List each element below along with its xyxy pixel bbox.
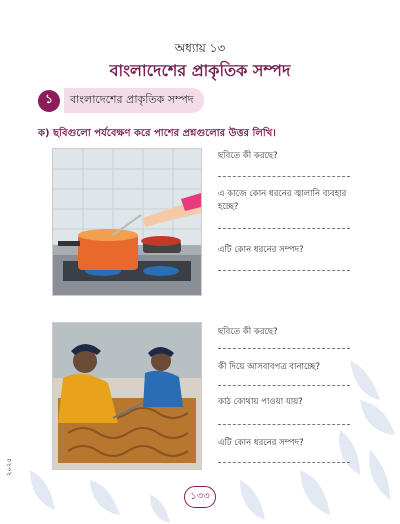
block2-question-4: এটি কোন ধরনের সম্পদ? xyxy=(218,438,304,448)
chapter-label: অধ্যায় ১৩ xyxy=(174,41,226,55)
section-label: বাংলাদেশের প্রাকৃতিক সম্পদ xyxy=(64,88,204,113)
cooking-illustration xyxy=(52,148,202,296)
answer-line[interactable] xyxy=(218,462,350,463)
answer-line[interactable] xyxy=(218,385,350,386)
answer-line[interactable] xyxy=(218,270,350,271)
side-year-text: ২০২৫ xyxy=(5,458,13,477)
cooking-image xyxy=(53,149,201,295)
page-number: ১৩৩ xyxy=(184,486,216,508)
section-number-badge: ১ xyxy=(38,90,60,112)
block2-question-1: ছবিতে কী করছে? xyxy=(218,327,278,337)
carpentry-image xyxy=(53,323,201,469)
answer-line[interactable] xyxy=(218,348,350,349)
block2-question-3: কাঠ কোথায় পাওয়া যায়? xyxy=(218,397,303,407)
block1-question-3: এটি কোন ধরনের সম্পদ? xyxy=(218,245,304,255)
page-title: বাংলাদেশের প্রাকৃতিক সম্পদ xyxy=(109,61,291,80)
answer-line[interactable] xyxy=(218,176,350,177)
section-heading xyxy=(38,88,204,113)
instruction-text: ক) ছবিগুলো পর্যবেক্ষণ করে পাশের প্রশ্নগুলোর উত্তর লিখি। xyxy=(38,128,276,139)
block2-question-2: কী দিয়ে আসবাবপত্র বানাচ্ছে? xyxy=(218,362,320,372)
answer-line[interactable] xyxy=(218,424,350,425)
block1-question-1: ছবিতে কী করছে? xyxy=(218,151,278,161)
answer-line[interactable] xyxy=(218,228,350,229)
block1-question-2: এ কাজে কোন ধরনের জ্বালানি ব্যবহার হচ্ছে? xyxy=(218,189,347,212)
carpentry-illustration xyxy=(52,322,202,470)
